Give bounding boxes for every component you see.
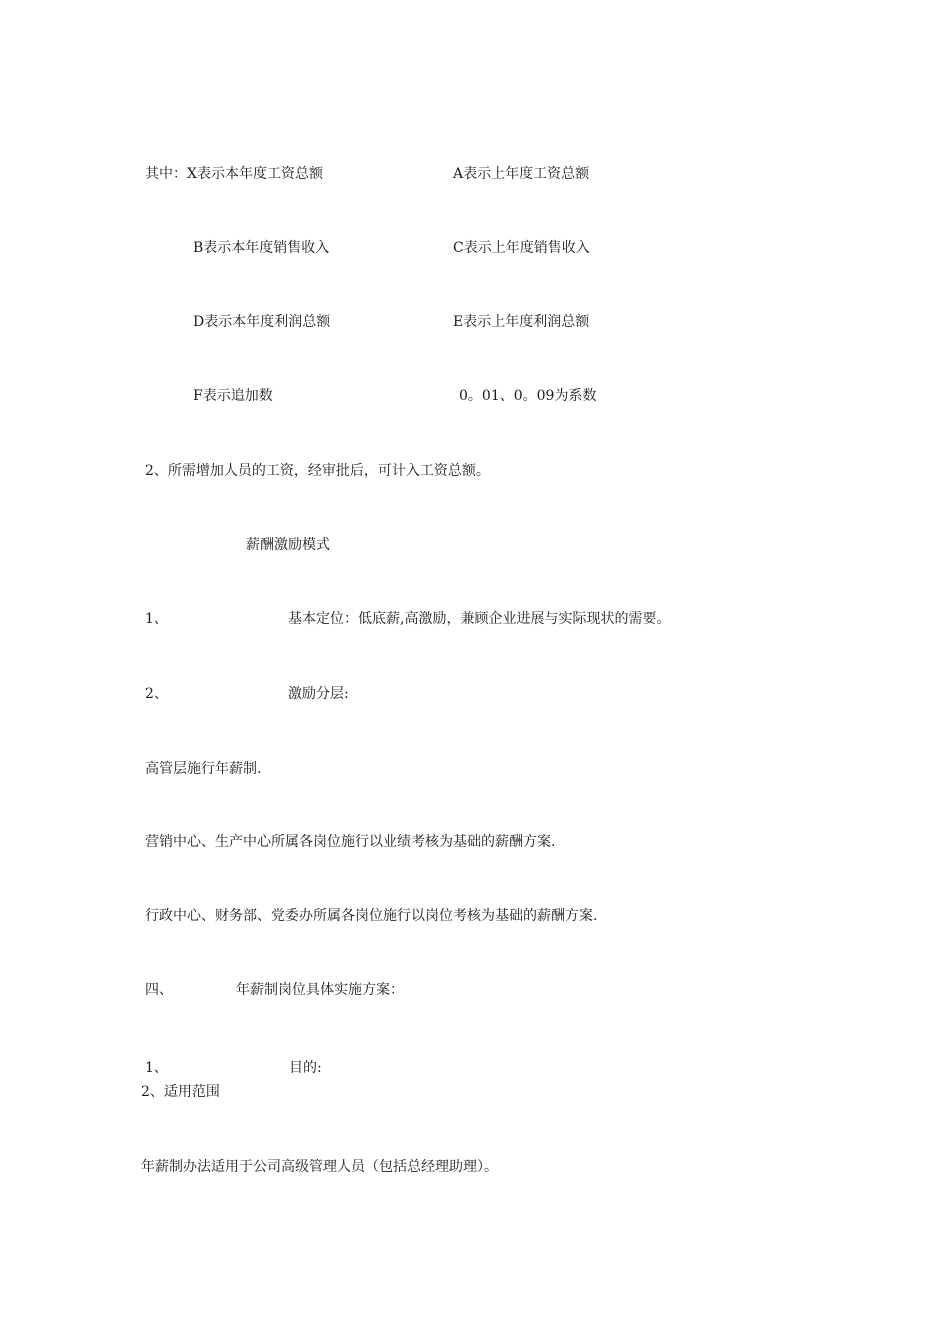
legend-e: E表示上年度利润总额 (453, 314, 590, 330)
item-2-text: 激励分层: (288, 686, 349, 702)
section-title: 薪酬激励模式 (246, 537, 330, 553)
tier-executive: 高管层施行年薪制. (145, 761, 262, 777)
legend-c: C表示上年度销售收入 (453, 240, 590, 256)
legend-coefficient: 0。01、0。09为系数 (459, 388, 597, 404)
purpose-number: 1、 (145, 1060, 168, 1076)
tier-administration: 行政中心、财务部、党委办所属各岗位施行以岗位考核为基础的薪酬方案. (145, 908, 598, 924)
legend-x: 其中：X表示本年度工资总额 (145, 166, 323, 182)
purpose-text: 目的: (289, 1060, 322, 1076)
item-2-number: 2、 (145, 686, 168, 702)
legend-d: D表示本年度利润总额 (193, 314, 331, 330)
legend-a: A表示上年度工资总额 (453, 166, 590, 182)
tier-marketing-production: 营销中心、生产中心所属各岗位施行以业绩考核为基础的薪酬方案. (145, 834, 556, 850)
scope-heading: 2、适用范围 (141, 1084, 220, 1100)
legend-f: F表示追加数 (193, 388, 273, 404)
section-four-text: 年薪制岗位具体实施方案： (236, 982, 404, 998)
item-1-number: 1、 (145, 611, 168, 627)
legend-b: B表示本年度销售收入 (193, 240, 330, 256)
scope-text: 年薪制办法适用于公司高级管理人员（包括总经理助理）。 (141, 1159, 498, 1175)
note-additional-staff: 2、所需增加人员的工资，经审批后，可计入工资总额。 (145, 463, 490, 479)
section-four-number: 四、 (145, 982, 173, 998)
item-1-text: 基本定位：低底薪,高激励，兼顾企业进展与实际现状的需要。 (288, 611, 671, 627)
